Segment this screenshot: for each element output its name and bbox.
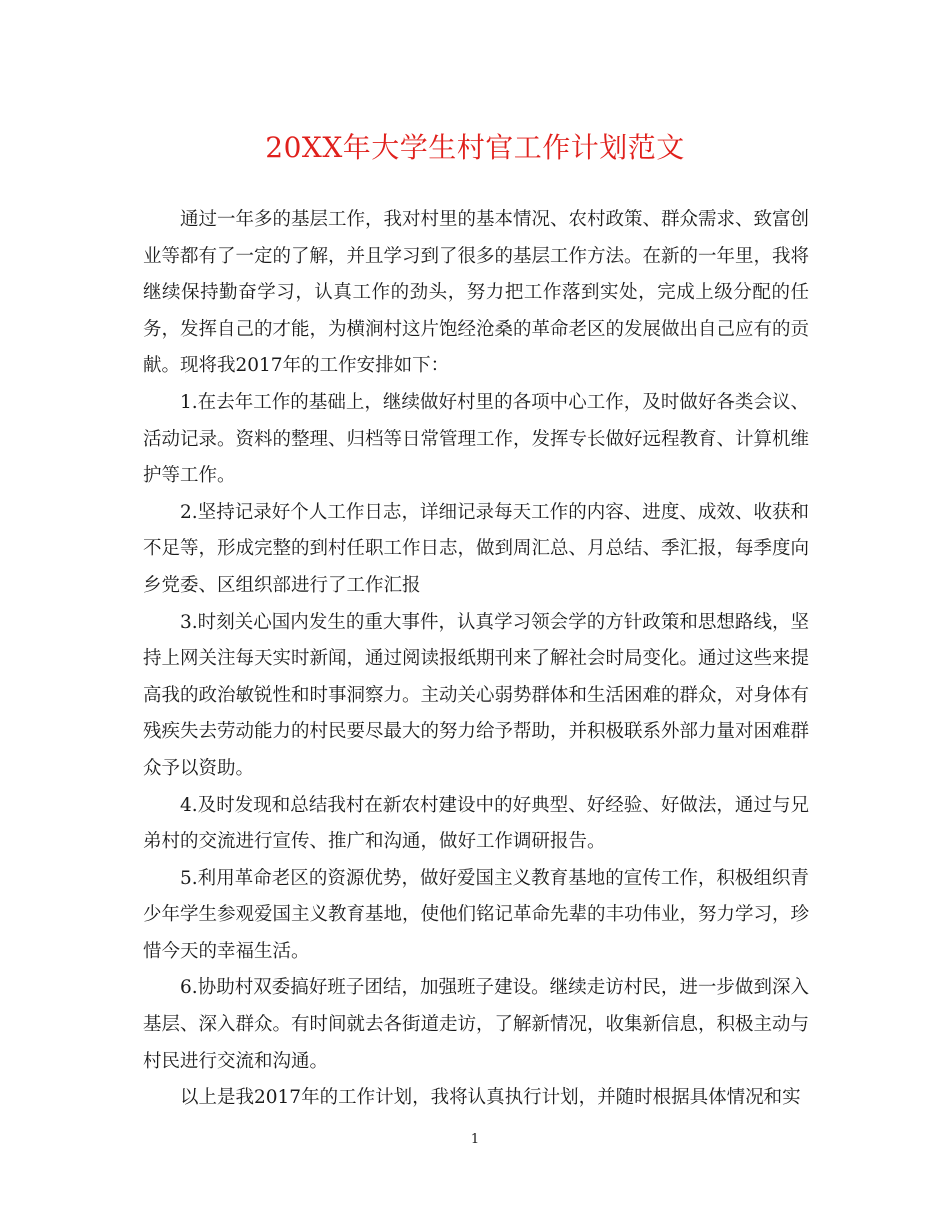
paragraph-item-4: 4.及时发现和总结我村在新农村建设中的好典型、好经验、好做法，通过与兄弟村的交流进行宣传、推广和沟通，做好工作调研报告。 [143, 794, 809, 853]
paragraph-item-5: 5.利用革命老区的资源优势，做好爱国主义教育基地的宣传工作，积极组织青少年学生参观爱国主义教育基地，使他们铭记革命先辈的丰功伟业，努力学习，珍惜今天的幸福生活。 [143, 867, 810, 962]
paragraph-item-6: 6.协助村双委搞好班子团结，加强班子建设。继续走访村民，进一步做到深入基层、深入群众。有时间就去各街道走访，了解新情况，收集新信息，积极主动与村民进行交流和沟通。 [143, 977, 810, 1072]
paragraph-item-3: 3.时刻关心国内发生的重大事件，认真学习领会学的方针政策和思想路线，坚持上网关注每天实时新闻，通过阅读报纸期刊来了解社会时局变化。通过这些来提高我的政治敏锐性和时事洞察力。主动关心弱势群体和生活困难的群众，对身体有残疾失去劳动能力的村民要尽最大的努力给予帮助，并积极联系外部力量对困难群众予以资助。 [143, 611, 810, 779]
paragraph-item-1: 1.在去年工作的基础上，继续做好村里的各项中心工作，及时做好各类会议、活动记录。资料的整理、归档等日常管理工作，发挥专长做好远程教育、计算机维护等工作。 [143, 391, 810, 487]
paragraph-intro: 通过一年多的基层工作，我对村里的基本情况、农村政策、群众需求、致富创业等都有了一定的了解，并且学习到了很多的基层工作方法。在新的一年里，我将继续保持勤奋学习，认真工作的劲头，努力把工作落到实处，完成上级分配的任务，发挥自己的才能，为横涧村这片饱经沧桑的革命老区的发展做出自己应有的贡献。现将我2017年的工作安排如下： [143, 209, 810, 377]
paragraph-item-2: 2.坚持记录好个人工作日志，详细记录每天工作的内容、进度、成效、收获和不足等，形成完整的到村任职工作日志，做到周汇总、月总结、季汇报，每季度向乡党委、区组织部进行了工作汇报 [143, 501, 810, 596]
paragraph-conclusion: 以上是我2017年的工作计划，我将认真执行计划，并随时根据具体情况和实 [180, 1087, 801, 1109]
document-title: 20XX年大学生村官工作计划范文 [265, 131, 685, 164]
page-number: 1 [470, 1132, 480, 1147]
document-body [143, 202, 809, 1117]
